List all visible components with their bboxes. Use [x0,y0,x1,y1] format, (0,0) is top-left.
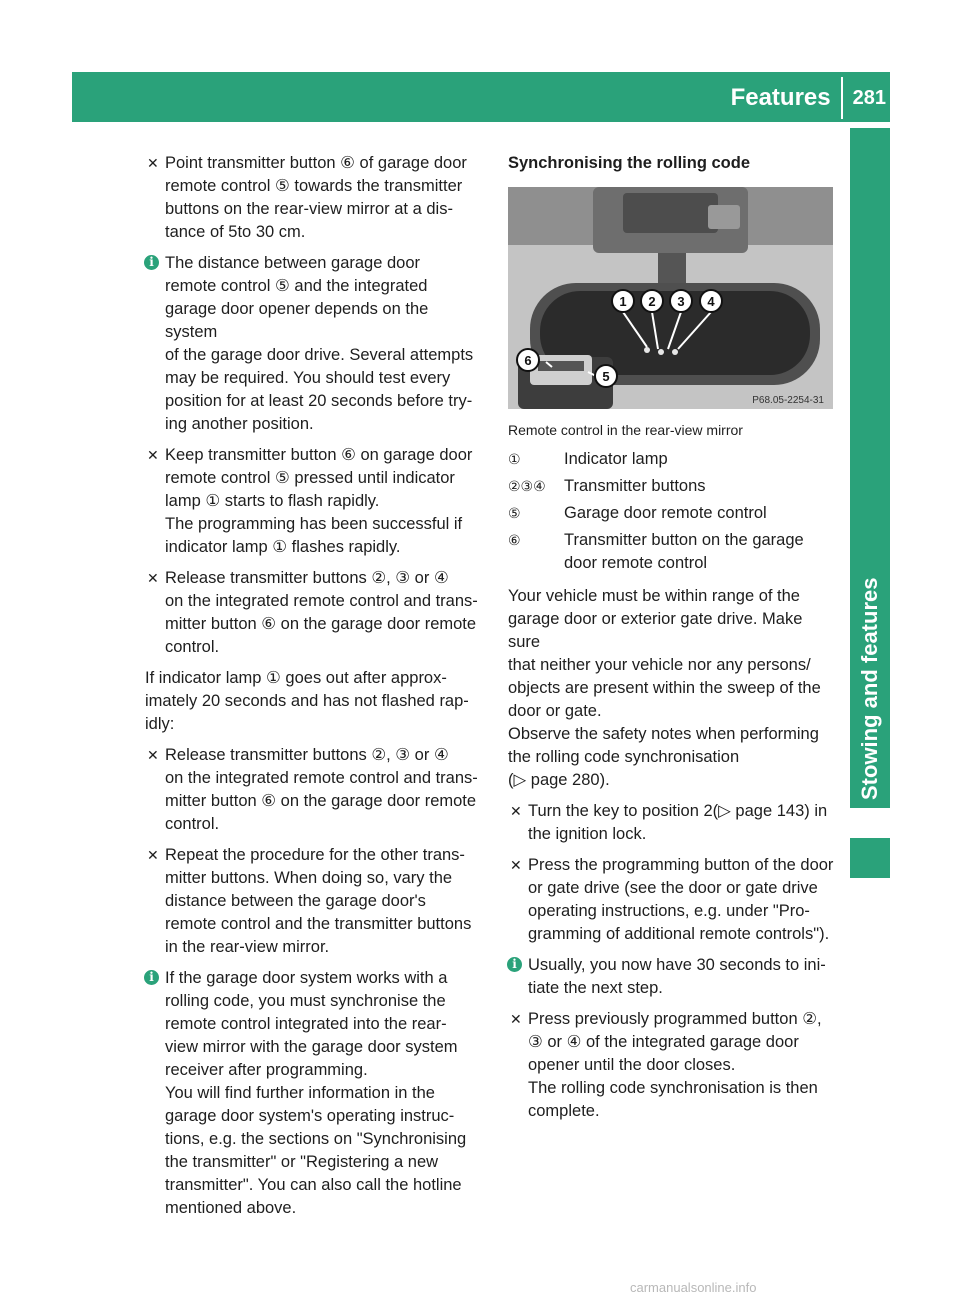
text-line: tions, e.g. the sections on "Synchronising [165,1130,467,1148]
text-line: ing another position. [165,415,314,433]
text-line: gramming of additional remote controls"). [528,925,830,943]
text-line: remote control ⑤ and the integrated [165,277,428,295]
callout-label-3: 3 [677,294,685,309]
legend-text: Indicator lamp [564,450,668,468]
text-line: on the integrated remote control and trans- [165,769,478,787]
legend-key: ① [508,451,521,467]
step-marker-icon: ✕ [147,155,159,171]
paragraph [508,585,836,792]
text-line: objects are present within the sweep of the [508,679,821,697]
text-line: Usually, you now have 30 seconds to ini- [528,956,826,974]
page-number: 281 [852,86,886,109]
instruction-step [508,1008,836,1123]
text-line: Keep transmitter button ⑥ on garage door [165,446,473,464]
legend-text: Transmitter button on the garage door remote control [564,531,804,572]
mirror-photo [508,187,833,409]
footer-site: carmanualsonline.info [630,1280,757,1295]
instruction-step [145,152,483,244]
text-line: control. [165,638,220,656]
step-marker-icon: ✕ [510,1011,522,1027]
instruction-step [508,854,836,946]
step-marker-icon: ✕ [510,803,522,819]
right-column [508,152,836,1131]
info-note [145,252,483,436]
text-line: The distance between garage door [165,254,421,272]
info-note [145,967,483,1220]
text-line: remote control ⑤ pressed until indicator [165,469,455,487]
callout-label-4: 4 [707,294,715,309]
mirror-illustration [508,187,833,409]
text-line: remote control and the transmitter buttons [165,915,472,933]
text-line: opener until the door closes. [528,1056,736,1074]
text-line: position for at least 20 seconds before try- [165,392,473,410]
text-line: imately 20 seconds and has not flashed rap- [145,692,469,710]
text-line: indicator lamp ① flashes rapidly. [165,538,401,556]
text-line: of the garage door drive. Several attempts [165,346,474,364]
image-legend [508,448,836,575]
text-line: in the rear-view mirror. [165,938,330,956]
side-tab-label: Stowing and features [857,577,882,800]
text-line: The programming has been successful if [165,515,463,533]
text-line: The rolling code synchronisation is then [528,1079,818,1097]
instruction-step [145,444,483,559]
text-line: complete. [528,1102,600,1120]
legend-key: ②③④ [508,478,546,494]
step-marker-icon: ✕ [147,570,159,586]
text-line: garage door system's operating instruc- [165,1107,455,1125]
text-line: tance of 5to 30 cm. [165,223,306,241]
side-marker [850,838,890,878]
image-caption: Remote control in the rear-view mirror [508,422,743,438]
legend-key: ⑥ [508,532,521,548]
info-icon: i [144,255,159,270]
text-line: Point transmitter button ⑥ of garage door [165,154,467,172]
text-line: buttons on the rear-view mirror at a dis- [165,200,453,218]
instruction-step [145,844,483,959]
text-line: control. [165,815,220,833]
callout-label-1: 1 [619,294,627,309]
text-line: Release transmitter buttons ②, ③ or ④ [165,746,449,764]
info-icon: i [507,957,522,972]
header-divider [841,77,843,119]
image-code: P68.05-2254-31 [752,395,824,406]
instruction-step [145,567,483,659]
section-title: Synchronising the rolling code [508,154,751,172]
text-line: mentioned above. [165,1199,297,1217]
text-line: You will find further information in the [165,1084,435,1102]
text-line: or gate drive (see the door or gate drive [528,879,818,897]
step-marker-icon: ✕ [510,857,522,873]
text-line: Release transmitter buttons ②, ③ or ④ [165,569,449,587]
legend-text: Garage door remote control [564,504,767,522]
text-line: distance between the garage door's [165,892,426,910]
text-line: the rolling code synchronisation [508,748,740,766]
text-line: remote control ⑤ towards the transmitter [165,177,463,195]
header-section-title: Features [730,84,831,111]
text-line: door or gate. [508,702,602,720]
text-line: lamp ① starts to flash rapidly. [165,492,380,510]
instruction-step [145,744,483,836]
text-line: garage door opener depends on the system [165,300,429,341]
text-line: If indicator lamp ① goes out after approx- [145,669,447,687]
callout-label-2: 2 [648,294,656,309]
text-line: Turn the key to position 2(▷ page 143) in [528,802,828,820]
legend-row [508,529,836,575]
header [731,83,886,113]
step-marker-icon: ✕ [147,847,159,863]
text-line: garage door or exterior gate drive. Make sure [508,610,803,651]
text-line: ③ or ④ of the integrated garage door [528,1033,799,1051]
text-line: on the integrated remote control and trans- [165,592,478,610]
step-marker-icon: ✕ [147,747,159,763]
text-line: Your vehicle must be within range of the [508,587,800,605]
text-line: may be required. You should test every [165,369,451,387]
text-line: transmitter". You can also call the hotline [165,1176,462,1194]
right-paragraphs [508,585,836,1123]
text-line: mitter button ⑥ on the garage door remote [165,615,477,633]
legend-row [508,475,836,498]
paragraph [145,667,483,736]
text-line: the transmitter" or "Registering a new [165,1153,439,1171]
callout-label-6: 6 [524,353,532,368]
text-line: mitter button ⑥ on the garage door remote [165,792,477,810]
text-line: operating instructions, e.g. under "Pro- [528,902,810,920]
text-line: Observe the safety notes when performing [508,725,819,743]
text-line: Press previously programmed button ②, [528,1010,822,1028]
text-line: Repeat the procedure for the other trans- [165,846,465,864]
text-line: Press the programming button of the door [528,856,834,874]
text-line: rolling code, you must synchronise the [165,992,446,1010]
text-line: mitter buttons. When doing so, vary the [165,869,453,887]
info-icon: i [144,970,159,985]
text-line: view mirror with the garage door system [165,1038,458,1056]
text-line: tiate the next step. [528,979,663,997]
info-note [508,954,836,1000]
text-line: receiver after programming. [165,1061,368,1079]
step-marker-icon: ✕ [147,447,159,463]
text-line: the ignition lock. [528,825,647,843]
legend-text: Transmitter buttons [564,477,706,495]
legend-key: ⑤ [508,505,521,521]
legend-row [508,448,836,471]
legend-row [508,502,836,525]
callout-label-5: 5 [602,369,610,384]
text-line: idly: [145,715,175,733]
instruction-step [508,800,836,846]
text-line: that neither your vehicle nor any persons/ [508,656,811,674]
text-line: If the garage door system works with a [165,969,448,987]
text-line: remote control integrated into the rear- [165,1015,447,1033]
text-line: (▷ page 280). [508,771,610,789]
left-column [145,152,483,1228]
